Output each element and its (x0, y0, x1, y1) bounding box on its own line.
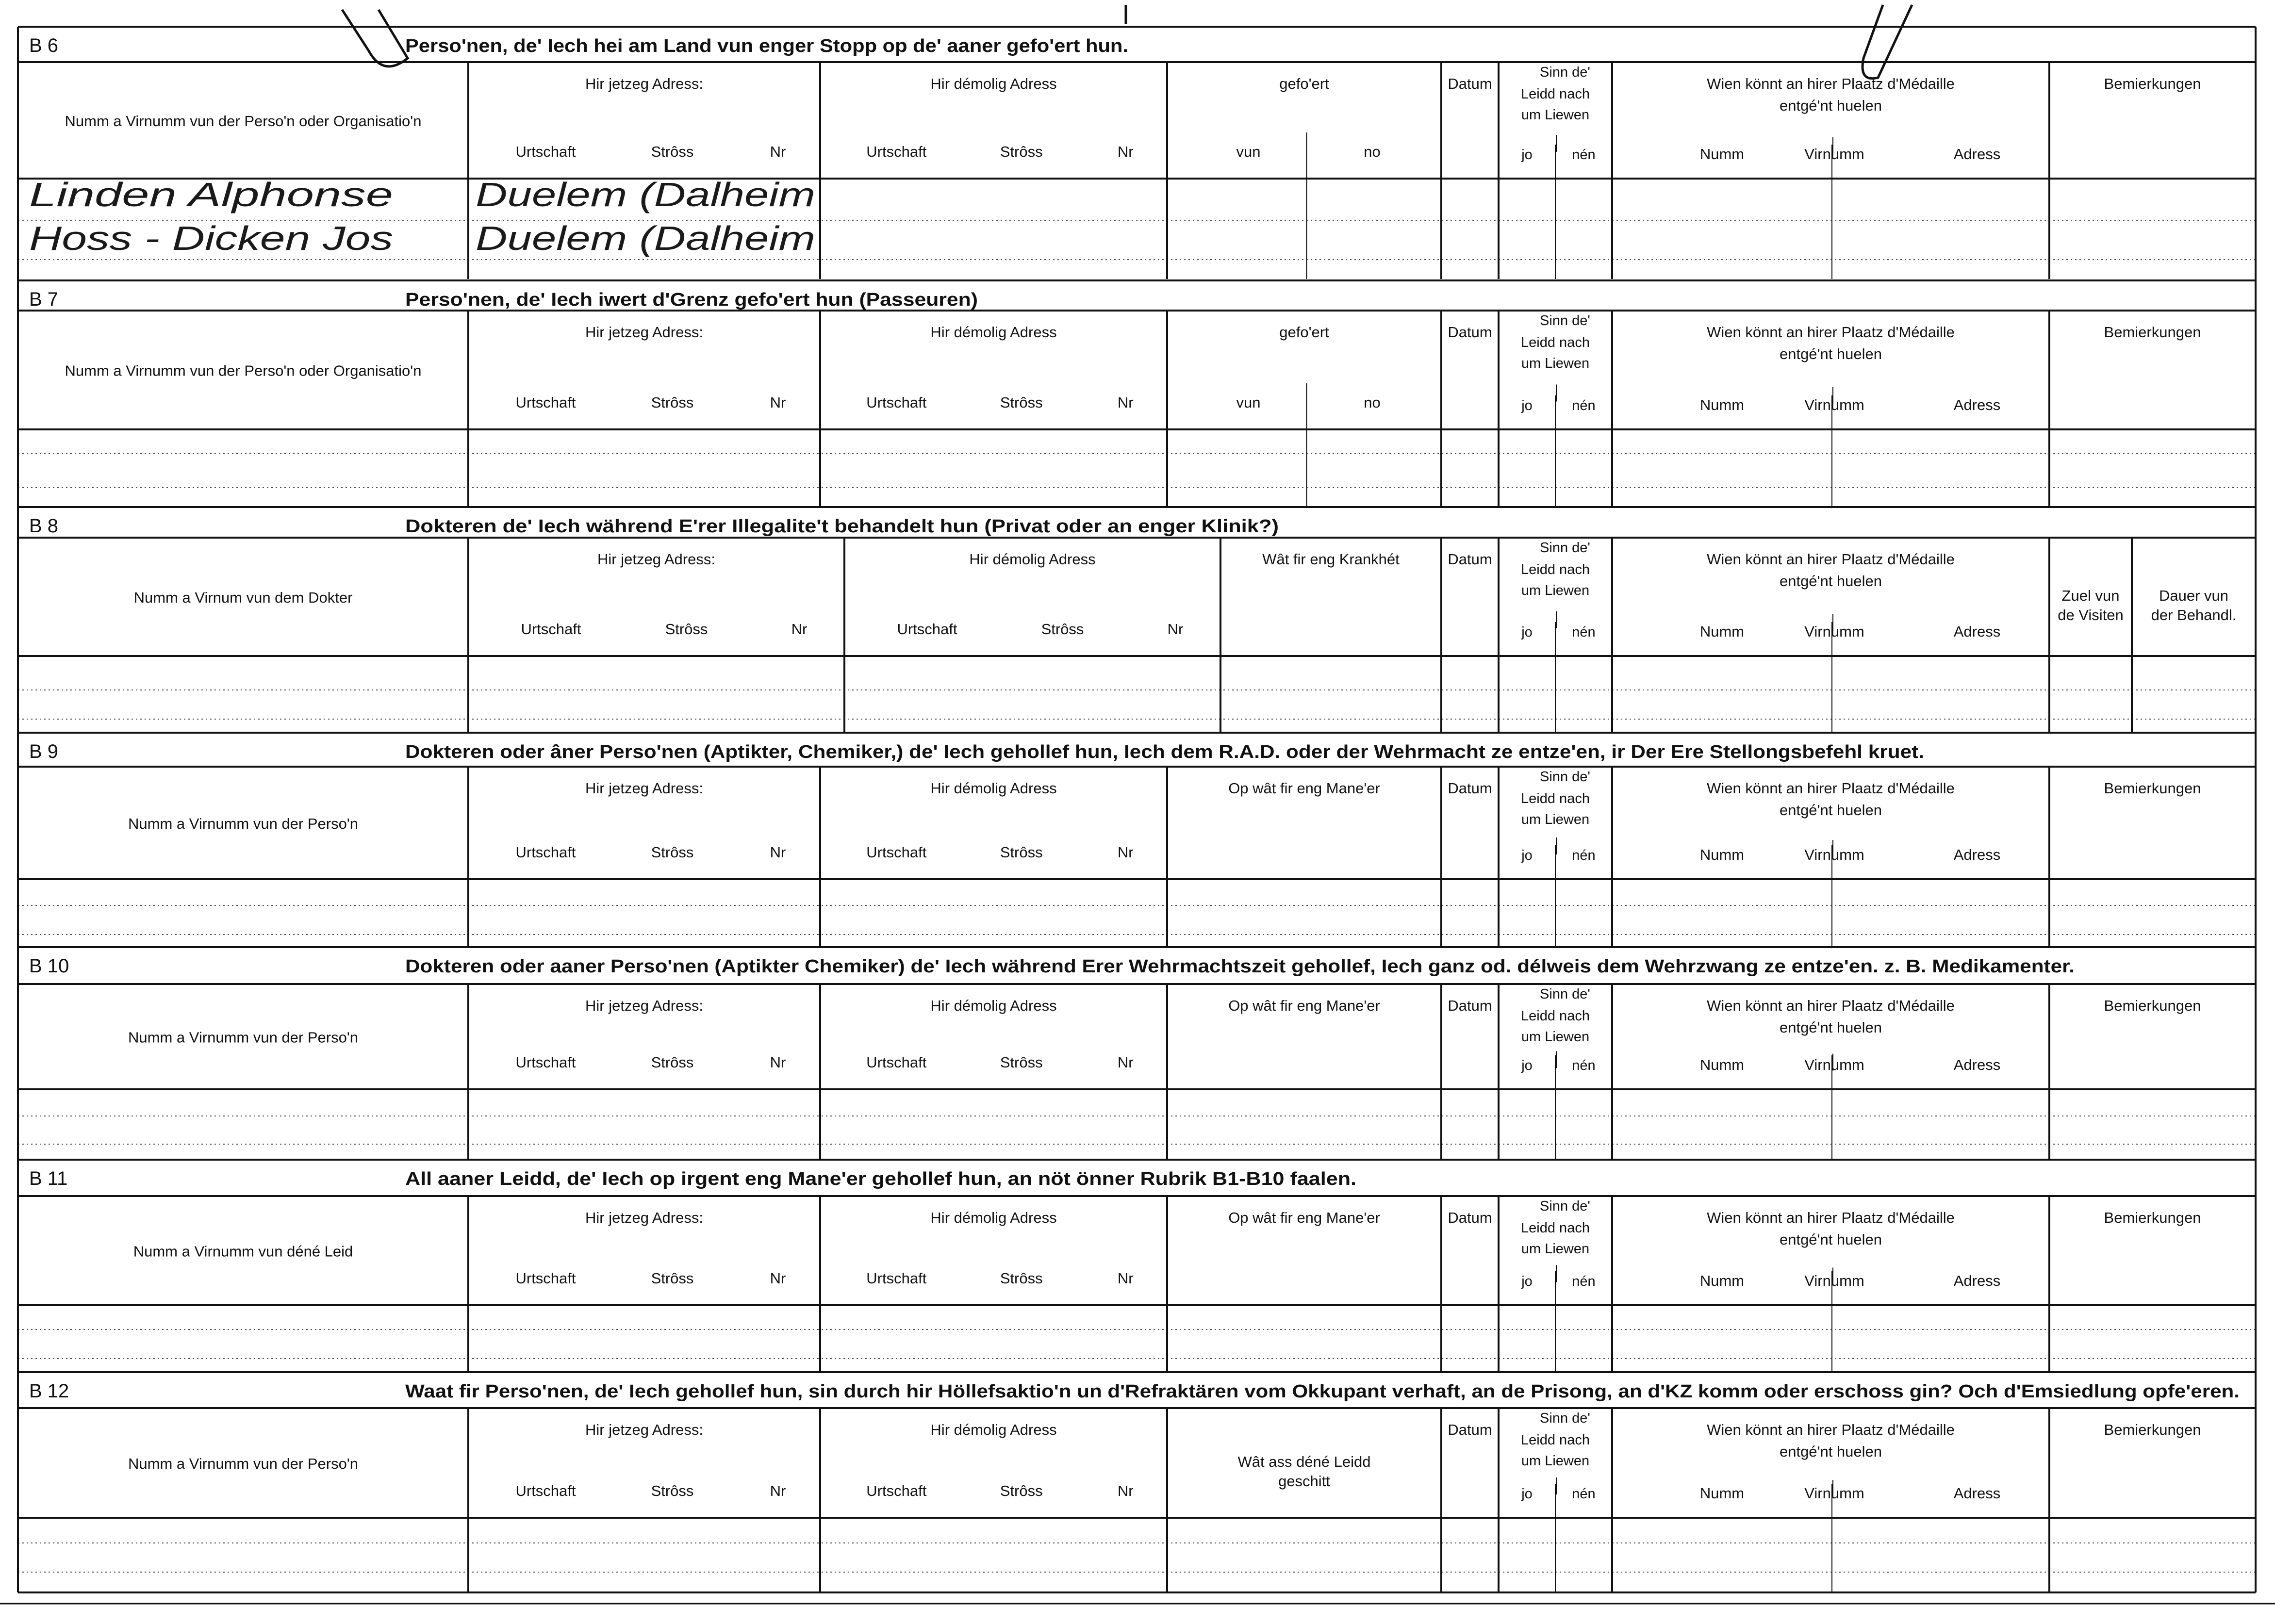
locality-subheader: Urtschaft (515, 1054, 576, 1071)
number-subheader: Nr (1117, 844, 1134, 861)
number-subheader: Nr (1117, 1270, 1134, 1287)
number-subheader: Nr (770, 394, 786, 411)
visits-header: Zuel vun (2061, 587, 2120, 604)
died-header: Leidd nach (1521, 1432, 1590, 1448)
locality-subheader: Urtschaft (866, 1482, 927, 1499)
medal-recipient-header: Wien könnt an hirer Plaatz d'Médaille (1707, 780, 1955, 797)
former-address-header: Hir démolig Adress (930, 1209, 1057, 1226)
medal-recipient-header: Wien könnt an hirer Plaatz d'Médaille (1707, 1209, 1955, 1226)
yes-subheader: jo (1521, 624, 1533, 640)
remarks-header: Bemierkungen (2104, 997, 2201, 1014)
current-address-header: Hir jetzeg Adress: (585, 75, 703, 92)
firstname-subheader: Virnumm (1804, 623, 1864, 640)
firstname-subheader: Virnumm (1804, 396, 1864, 413)
remarks-header: Bemierkungen (2104, 75, 2201, 92)
name-column-header: Numm a Virnumm vun déné Leid (133, 1243, 353, 1260)
firstname-subheader: Virnumm (1804, 1485, 1864, 1502)
manner-header: Op wât fir eng Mane'er (1228, 780, 1380, 797)
number-subheader: Nr (1117, 394, 1134, 411)
date-header: Datum (1448, 780, 1492, 797)
current-address-header: Hir jetzeg Adress: (597, 551, 715, 568)
number-subheader: Nr (791, 621, 808, 638)
street-subheader: Strôss (665, 621, 708, 638)
died-header: um Liewen (1521, 107, 1590, 123)
current-address-header: Hir jetzeg Adress: (585, 780, 703, 797)
locality-subheader: Urtschaft (866, 1270, 927, 1287)
yes-subheader: jo (1521, 1274, 1533, 1289)
surname-subheader: Numm (1699, 396, 1745, 413)
handwritten-name: Linden Alphonse (29, 176, 393, 213)
date-header: Datum (1448, 1209, 1492, 1226)
street-subheader: Strôss (651, 1482, 694, 1499)
medal-recipient-header: entgé'nt huelen (1779, 1231, 1882, 1248)
died-header: Leidd nach (1521, 791, 1590, 806)
address-subheader: Adress (1953, 623, 2001, 640)
section-title: Dokteren de' Iech während E'rer Illegalite't behandelt hun (Privat oder an enger Klinik?) (405, 516, 1279, 537)
medal-recipient-header: Wien könnt an hirer Plaatz d'Médaille (1707, 75, 1955, 92)
died-header: um Liewen (1521, 356, 1590, 371)
date-header: Datum (1448, 551, 1492, 568)
manner-header: Wât fir eng Krankhét (1262, 551, 1400, 568)
medal-recipient-header: entgé'nt huelen (1779, 1443, 1882, 1460)
died-header: Leidd nach (1521, 1220, 1590, 1236)
section-code: B 7 (29, 289, 59, 310)
locality-subheader: Urtschaft (866, 844, 927, 861)
locality-subheader: Urtschaft (515, 143, 576, 160)
from-subheader: vun (1236, 394, 1261, 411)
died-header: Sinn de' (1540, 986, 1590, 1002)
locality-subheader: Urtschaft (521, 621, 581, 638)
medal-recipient-header: entgé'nt huelen (1779, 1019, 1882, 1036)
transported-header: gefo'ert (1279, 75, 1329, 92)
section-code: B 12 (29, 1380, 69, 1402)
address-subheader: Adress (1953, 146, 2001, 163)
number-subheader: Nr (770, 1270, 786, 1287)
street-subheader: Strôss (651, 1270, 694, 1287)
number-subheader: Nr (1117, 143, 1134, 160)
medal-recipient-header: entgé'nt huelen (1779, 97, 1882, 114)
surname-subheader: Numm (1699, 623, 1745, 640)
no-subheader: nén (1572, 1486, 1596, 1502)
surname-subheader: Numm (1699, 1056, 1745, 1073)
section-code: B 8 (29, 515, 59, 537)
died-header: Sinn de' (1540, 1411, 1590, 1426)
yes-subheader: jo (1521, 147, 1533, 163)
name-column-header: Numm a Virnumm vun der Perso'n oder Organisatio'n (65, 362, 422, 379)
died-header: Leidd nach (1521, 562, 1590, 577)
yes-subheader: jo (1521, 848, 1533, 863)
section-title: Perso'nen, de' Iech iwert d'Grenz gefo'ert hun (Passeuren) (405, 290, 978, 310)
died-header: Leidd nach (1521, 335, 1590, 350)
locality-subheader: Urtschaft (515, 1482, 576, 1499)
street-subheader: Strôss (1000, 1270, 1043, 1287)
locality-subheader: Urtschaft (866, 143, 927, 160)
street-subheader: Strôss (651, 844, 694, 861)
no-subheader: nén (1572, 848, 1596, 863)
former-address-header: Hir démolig Adress (930, 997, 1057, 1014)
locality-subheader: Urtschaft (515, 394, 576, 411)
date-header: Datum (1448, 1421, 1492, 1438)
died-header: um Liewen (1521, 1029, 1590, 1045)
surname-subheader: Numm (1699, 846, 1745, 863)
street-subheader: Strôss (1000, 844, 1043, 861)
section-title: Perso'nen, de' Iech hei am Land vun enger Stopp op de' aaner gefo'ert hun. (405, 36, 1128, 56)
died-header: Sinn de' (1540, 540, 1590, 556)
remarks-header: Bemierkungen (2104, 1209, 2201, 1226)
remarks-header: Bemierkungen (2104, 780, 2201, 797)
handwritten-name: Hoss - Dicken Jos (29, 219, 393, 257)
street-subheader: Strôss (1000, 394, 1043, 411)
died-header: Sinn de' (1540, 769, 1590, 785)
surname-subheader: Numm (1699, 1485, 1745, 1502)
name-column-header: Numm a Virnumm vun der Perso'n (128, 1455, 358, 1472)
to-subheader: no (1364, 394, 1381, 411)
handwritten-address: Duelem (Dalheim (476, 219, 815, 257)
date-header: Datum (1448, 75, 1492, 92)
number-subheader: Nr (1117, 1054, 1134, 1071)
street-subheader: Strôss (1000, 1482, 1043, 1499)
yes-subheader: jo (1521, 1058, 1533, 1073)
section-title: Waat fir Perso'nen, de' Iech gehollef hun, sin durch hir Höllefsaktio'n un d'Refraktären vom Okkupant verhaft, an de Prisong, an d'KZ komm oder erschoss gin? Och d'Emsiedlung opfe'eren. (405, 1381, 2240, 1402)
date-header: Datum (1448, 324, 1492, 341)
died-header: Sinn de' (1540, 313, 1590, 328)
no-subheader: nén (1572, 147, 1596, 163)
number-subheader: Nr (770, 1482, 786, 1499)
died-header: um Liewen (1521, 1453, 1590, 1469)
died-header: Leidd nach (1521, 86, 1590, 102)
from-subheader: vun (1236, 143, 1261, 160)
address-subheader: Adress (1953, 1272, 2001, 1289)
paper-clip-icon (342, 10, 408, 66)
transported-header: gefo'ert (1279, 324, 1329, 341)
locality-subheader: Urtschaft (866, 394, 927, 411)
paper-clip-icon (1863, 5, 1912, 79)
no-subheader: nén (1572, 1274, 1596, 1289)
locality-subheader: Urtschaft (515, 844, 576, 861)
former-address-header: Hir démolig Adress (930, 75, 1057, 92)
yes-subheader: jo (1521, 1486, 1533, 1502)
former-address-header: Hir démolig Adress (930, 780, 1057, 797)
street-subheader: Strôss (651, 394, 694, 411)
medal-recipient-header: Wien könnt an hirer Plaatz d'Médaille (1707, 551, 1955, 568)
current-address-header: Hir jetzeg Adress: (585, 997, 703, 1014)
medal-recipient-header: Wien könnt an hirer Plaatz d'Médaille (1707, 997, 1955, 1014)
manner-header: Op wât fir eng Mane'er (1228, 1209, 1380, 1226)
visits-header: de Visiten (2058, 607, 2124, 623)
locality-subheader: Urtschaft (866, 1054, 927, 1071)
manner-header: Op wât fir eng Mane'er (1228, 997, 1380, 1014)
firstname-subheader: Virnumm (1804, 846, 1864, 863)
name-column-header: Numm a Virnumm vun der Perso'n (128, 815, 358, 832)
number-subheader: Nr (1117, 1482, 1134, 1499)
what-happened-header: Wât ass déné Leidd (1237, 1453, 1371, 1470)
to-subheader: no (1364, 143, 1381, 160)
yes-subheader: jo (1521, 398, 1533, 413)
died-header: um Liewen (1521, 583, 1590, 598)
number-subheader: Nr (770, 143, 786, 160)
what-happened-header: geschitt (1278, 1473, 1330, 1490)
medal-recipient-header: Wien könnt an hirer Plaatz d'Médaille (1707, 1421, 1955, 1438)
firstname-subheader: Virnumm (1804, 146, 1864, 163)
locality-subheader: Urtschaft (897, 621, 957, 638)
no-subheader: nén (1572, 1058, 1596, 1073)
handwritten-address: Duelem (Dalheim (476, 176, 815, 213)
former-address-header: Hir démolig Adress (969, 551, 1096, 568)
section-code: B 10 (29, 955, 69, 977)
remarks-header: Bemierkungen (2104, 324, 2201, 341)
street-subheader: Strôss (1041, 621, 1084, 638)
surname-subheader: Numm (1699, 1272, 1745, 1289)
surname-subheader: Numm (1699, 146, 1745, 163)
firstname-subheader: Virnumm (1804, 1056, 1864, 1073)
name-column-header: Numm a Virnumm vun der Perso'n (128, 1029, 358, 1046)
address-subheader: Adress (1953, 396, 2001, 413)
address-subheader: Adress (1953, 1485, 2001, 1502)
no-subheader: nén (1572, 624, 1596, 640)
section-title: All aaner Leidd, de' Iech op irgent eng Mane'er gehollef hun, an nöt önner Rubrik B1-B10 faalen. (405, 1169, 1356, 1189)
former-address-header: Hir démolig Adress (930, 324, 1057, 341)
address-subheader: Adress (1953, 1056, 2001, 1073)
street-subheader: Strôss (1000, 143, 1043, 160)
former-address-header: Hir démolig Adress (930, 1421, 1057, 1438)
number-subheader: Nr (1167, 621, 1184, 638)
section-code: B 6 (29, 35, 59, 56)
medal-recipient-header: entgé'nt huelen (1779, 345, 1882, 362)
current-address-header: Hir jetzeg Adress: (585, 1421, 703, 1438)
remarks-header: Bemierkungen (2104, 1421, 2201, 1438)
locality-subheader: Urtschaft (515, 1270, 576, 1287)
number-subheader: Nr (770, 1054, 786, 1071)
medal-recipient-header: entgé'nt huelen (1779, 573, 1882, 590)
current-address-header: Hir jetzeg Adress: (585, 324, 703, 341)
section-title: Dokteren oder aaner Perso'nen (Aptikter Chemiker) de' Iech während Erer Wehrmachtszeit gehollef, Iech ganz od. délweis dem Wehrzwang ze entze'en. z. B. Medikamenter. (405, 956, 2075, 977)
died-header: um Liewen (1521, 812, 1590, 827)
died-header: um Liewen (1521, 1241, 1590, 1257)
died-header: Sinn de' (1540, 1198, 1590, 1214)
died-header: Sinn de' (1540, 65, 1590, 80)
duration-header: der Behandl. (2151, 607, 2237, 623)
date-header: Datum (1448, 997, 1492, 1014)
section-title: Dokteren oder âner Perso'nen (Aptikter, Chemiker,) de' Iech gehollef hun, Iech dem R.A.D. oder der Wehrmacht ze entze'en, ir Der Ere Stellongsbefehl kruet. (405, 742, 1924, 762)
section-code: B 9 (29, 741, 59, 762)
name-column-header: Numm a Virnumm vun der Perso'n oder Organisatio'n (65, 113, 422, 130)
street-subheader: Strôss (651, 1054, 694, 1071)
street-subheader: Strôss (1000, 1054, 1043, 1071)
no-subheader: nén (1572, 398, 1596, 413)
medal-recipient-header: entgé'nt huelen (1779, 802, 1882, 819)
medal-recipient-header: Wien könnt an hirer Plaatz d'Médaille (1707, 324, 1955, 341)
name-column-header: Numm a Virnum vun dem Dokter (133, 589, 353, 606)
died-header: Leidd nach (1521, 1008, 1590, 1024)
section-code: B 11 (29, 1168, 68, 1189)
firstname-subheader: Virnumm (1804, 1272, 1864, 1289)
street-subheader: Strôss (651, 143, 694, 160)
number-subheader: Nr (770, 844, 786, 861)
current-address-header: Hir jetzeg Adress: (585, 1209, 703, 1226)
duration-header: Dauer vun (2159, 587, 2229, 604)
address-subheader: Adress (1953, 846, 2001, 863)
